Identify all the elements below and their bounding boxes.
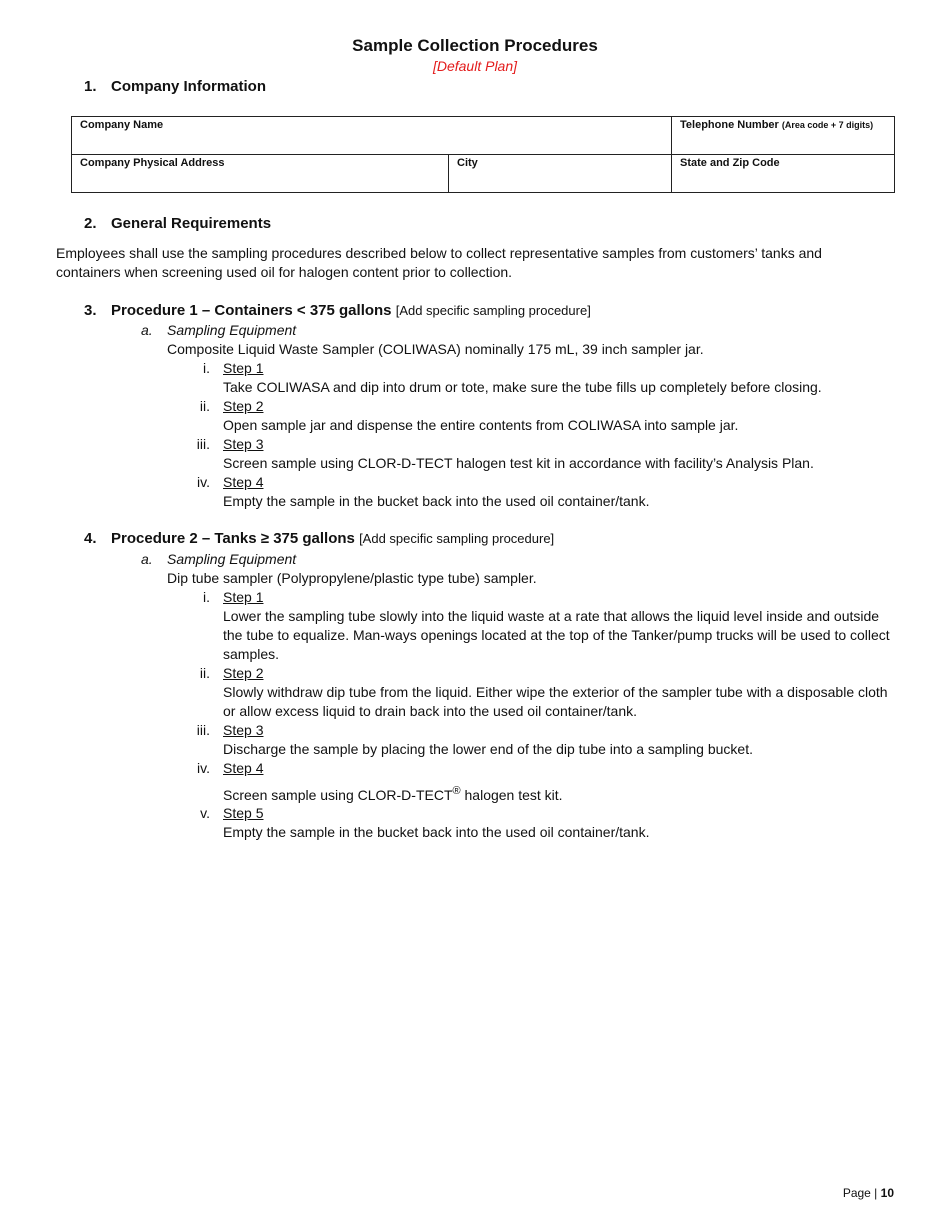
city-field[interactable] xyxy=(449,155,672,193)
step-label: Step 3 xyxy=(223,722,264,738)
step-text: Empty the sample in the bucket back into the used oil container/tank. xyxy=(223,824,650,840)
step-numeral: i. xyxy=(203,589,210,605)
step-text: Discharge the sample by placing the lower end of the dip tube into a sampling bucket. xyxy=(223,741,753,757)
registered-mark: ® xyxy=(452,785,461,797)
step-label: Step 2 xyxy=(223,665,264,681)
table-row xyxy=(72,117,895,155)
section-title: General Requirements xyxy=(111,215,272,232)
step-numeral: iii. xyxy=(196,436,210,452)
list-letter: a. xyxy=(141,551,153,567)
step-numeral: iv. xyxy=(197,474,210,490)
step-label: Step 4 xyxy=(223,474,264,490)
section-note: [Add specific sampling procedure] xyxy=(359,531,555,546)
step-text-before: Screen sample using CLOR-D-TECT xyxy=(223,787,453,803)
step-numeral: iv. xyxy=(197,760,210,776)
step-text: Lower the sampling tube slowly into the liquid waste at a rate that allows the liquid level inside and outside the tube to equalize. Man-ways openings located at the top of the Tanker/pump trucks will be used to collect samples. xyxy=(223,608,890,662)
section-title: Company Information xyxy=(111,78,267,95)
section-note: [Add specific sampling procedure] xyxy=(395,303,591,318)
page-label: Page | xyxy=(842,1186,878,1200)
step-text: Open sample jar and dispense the entire contents from COLIWASA into sample jar. xyxy=(223,417,739,433)
company-name-field[interactable] xyxy=(72,117,672,155)
step-label: Step 3 xyxy=(223,436,264,452)
page-number: 10 xyxy=(880,1186,894,1200)
step-numeral: i. xyxy=(203,360,210,376)
address-field[interactable] xyxy=(72,155,449,193)
general-requirements-text: Employees shall use the sampling procedures described below to collect representative samples from customers’ tanks and containers when screening used oil for halogen content prior to collection. xyxy=(56,245,822,280)
equipment-description: Dip tube sampler (Polypropylene/plastic type tube) sampler. xyxy=(167,570,537,586)
section-number: 1. xyxy=(84,78,97,95)
field-label: Company Physical Address xyxy=(80,157,225,169)
field-label: Telephone Number xyxy=(680,119,779,131)
step-text: Slowly withdraw dip tube from the liquid. Either wipe the exterior of the sampler tube with a disposable cloth or allow excess liquid to drain back into the used oil container/tank. xyxy=(223,684,888,719)
telephone-field[interactable] xyxy=(672,117,895,155)
equipment-label: Sampling Equipment xyxy=(167,551,297,567)
step-label: Step 4 xyxy=(223,760,264,776)
list-letter: a. xyxy=(141,322,153,338)
section-number: 2. xyxy=(84,215,97,232)
step-label: Step 5 xyxy=(223,805,264,821)
step-numeral: iii. xyxy=(196,722,210,738)
section-title: Procedure 2 – Tanks ≥ 375 gallons xyxy=(111,530,355,547)
step-label: Step 1 xyxy=(223,360,264,376)
step-text: Take COLIWASA and dip into drum or tote, make sure the tube fills up completely before closing. xyxy=(223,379,822,395)
page-title: Sample Collection Procedures xyxy=(352,36,598,55)
step-text-after: halogen test kit. xyxy=(460,787,563,803)
equipment-label: Sampling Equipment xyxy=(167,322,297,338)
step-text: Empty the sample in the bucket back into the used oil container/tank. xyxy=(223,493,650,509)
section-title: Procedure 1 – Containers < 375 gallons xyxy=(111,302,392,319)
field-label: Company Name xyxy=(80,119,164,131)
equipment-description: Composite Liquid Waste Sampler (COLIWASA) nominally 175 mL, 39 inch sampler jar. xyxy=(167,341,704,357)
field-note: (Area code + 7 digits) xyxy=(781,120,874,130)
step-text: Screen sample using CLOR-D-TECT halogen test kit in accordance with facility’s Analysis Plan. xyxy=(223,455,814,471)
state-zip-field[interactable] xyxy=(672,155,895,193)
step-label: Step 2 xyxy=(223,398,264,414)
section-number: 4. xyxy=(84,530,97,547)
company-info-table xyxy=(71,116,895,193)
section-number: 3. xyxy=(84,302,97,319)
step-label: Step 1 xyxy=(223,589,264,605)
step-numeral: v. xyxy=(200,805,210,821)
step-numeral: ii. xyxy=(199,665,210,681)
field-label: City xyxy=(457,157,478,169)
page-footer xyxy=(843,1186,894,1200)
field-label: State and Zip Code xyxy=(680,157,780,169)
table-row xyxy=(72,155,895,193)
page-subtitle: [Default Plan] xyxy=(432,58,518,74)
step-numeral: ii. xyxy=(199,398,210,414)
step-text xyxy=(223,782,893,805)
